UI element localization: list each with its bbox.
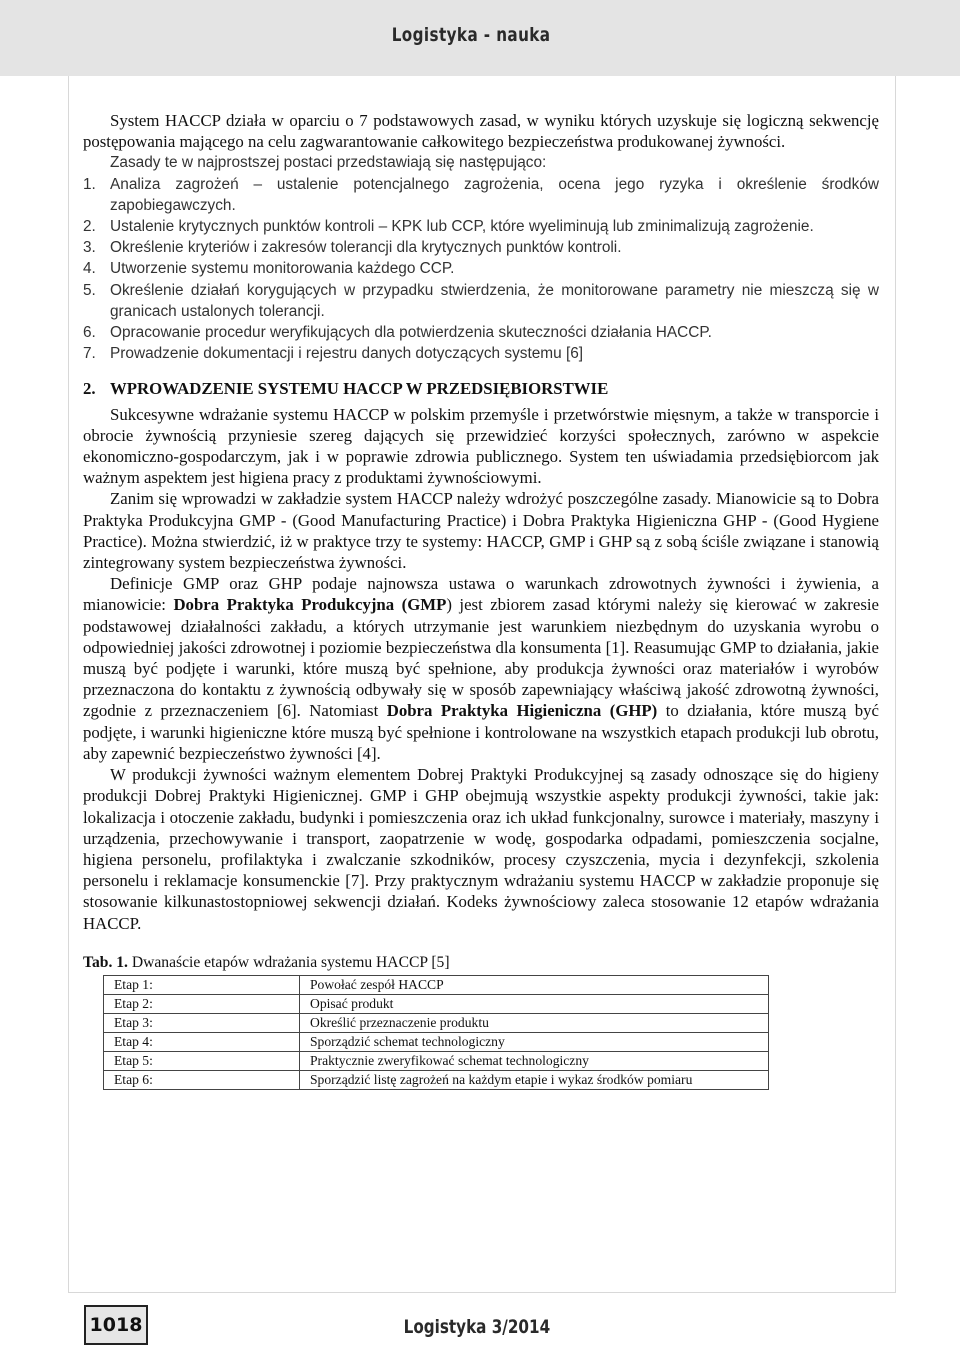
stage-label: Etap 6:: [104, 1070, 300, 1089]
principle-number: 2.: [83, 218, 96, 236]
principle-number: 5.: [83, 281, 96, 299]
principle-number: 1.: [83, 175, 96, 193]
ghp-term: Dobra Praktyka Higieniczna (GHP): [386, 701, 658, 721]
page-number: 1018: [84, 1305, 148, 1345]
principle-text: Ustalenie krytycznych punktów kontroli – KPK lub CCP, które wyeliminują lub zminimalizują zagrożenie.: [110, 218, 814, 236]
journal-issue: Logistyka 3/2014: [403, 1316, 550, 1338]
table-caption: [83, 952, 879, 973]
principle-text: Utworzenie systemu monitorowania każdego CCP.: [110, 260, 455, 278]
principle-item: [83, 174, 879, 216]
table-row: [104, 1013, 769, 1032]
stage-description: Sporządzić schemat technologiczny: [300, 1032, 769, 1051]
principle-number: 3.: [83, 239, 96, 257]
p3-part-c: ) jest zbiorem zasad którymi należy się kierować w zakresie podstawowej działalności zakładu, a których utrzymanie jest warunkiem niezbędnym do uzyskania wyrobu o odpowiedniej jakości zdrowotnej i poziomie bezpieczeństwa dla konsumenta [1]. Reasumując GMP to działania, jakie muszą być podjęte i warunki, które muszą być spełnione, aby produkcja żywności oraz materiałów i wyrobów przeznaczona do kontaktu z żywnością odbywały się w sposób zapewniający właściwą jakość zdrowotną żywności, zgodnie z przeznaczeniem [6]. Natomiast: [83, 595, 879, 721]
principle-item: [83, 237, 879, 258]
p3-part-a: Definicje GMP oraz GHP podaje najnowsza ustawa o warunkach zdrowotnych żywności i żywienia, a mianowicie:: [83, 574, 879, 615]
principles-lead: Zasady te w najprostszej postaci przedstawiają się następująco:: [110, 154, 547, 172]
table-caption-text: Dwanaście etapów wdrażania systemu HACCP [5]: [127, 953, 450, 971]
section-title: WPROWADZENIE SYSTEMU HACCP W PRZEDSIĘBIORSTWIE: [110, 379, 609, 399]
gmp-term: Dobra Praktyka Produkcyjna (GMP: [173, 595, 447, 615]
stage-label: Etap 2:: [104, 994, 300, 1013]
stage-description: Określić przeznaczenie produktu: [300, 1013, 769, 1032]
principle-item: [83, 343, 879, 364]
stage-description: Sporządzić listę zagrożeń na każdym etapie i wykaz środków pomiaru: [300, 1070, 769, 1089]
principle-item: [83, 216, 879, 237]
principle-text: Opracowanie procedur weryfikujących dla potwierdzenia skuteczności działania HACCP.: [110, 324, 712, 342]
principle-text: Określenie działań korygujących w przypadku stwierdzenia, że monitorowane parametry nie mieszczą się w granicach ustalonych tolerancji.: [110, 281, 879, 320]
table-row: [104, 975, 769, 994]
section-paragraph-1: Sukcesywne wdrażanie systemu HACCP w polskim przemyśle i przetwórstwie mięsnym, a także w transporcie i obrocie żywnością przyniesie szereg dających się przewidzieć korzyści społecznych, zarówno w aspekcie ekonomiczno-gospodarczym, jak i w poprawie zdrowia publicznego. System ten uświadamia przedsiębiorcom jak ważnym aspektem jest higiena pracy z produktami żywnościowymi.: [83, 404, 879, 488]
table-row: [104, 1051, 769, 1070]
section-heading: [83, 378, 879, 399]
journal-section-title: Logistyka - nauka: [391, 24, 550, 46]
table-row: [104, 1070, 769, 1089]
haccp-stages-table: [103, 975, 769, 1090]
section-paragraph-2: Zanim się wprowadzi w zakładzie system HACCP należy wdrożyć poszczególne zasady. Mianowicie są to Dobra Praktyka Produkcyjna GMP - (Good Manufacturing Practice) i Dobra Praktyka Higieniczna GHP - (Good Hygiene Practice). Można stwierdzić, iż w praktyce trzy te systemy: HACCP, GMP i GHP są z sobą ściśle związane i stanowią zintegrowany system bezpieczeństwa żywności.: [83, 489, 879, 573]
article-body: [83, 110, 879, 1090]
stage-description: Powołać zespół HACCP: [300, 975, 769, 994]
table-row: [104, 994, 769, 1013]
principle-text: Prowadzenie dokumentacji i rejestru danych dotyczących systemu [6]: [110, 345, 584, 363]
principle-item: [83, 258, 879, 279]
stage-label: Etap 5:: [104, 1051, 300, 1070]
stage-description: Praktycznie zweryfikować schemat technologiczny: [300, 1051, 769, 1070]
principle-number: 4.: [83, 260, 96, 278]
principle-number: 7.: [83, 345, 96, 363]
section-paragraph-4: W produkcji żywności ważnym elementem Dobrej Praktyki Produkcyjnej są zasady odnoszące się do higieny produkcji Dobrej Praktyki Higienicznej. GMP i GHP obejmują wszystkie aspekty produkcji żywności, takie jak: lokalizacja i otoczenie zakładu, budynki i pomieszczenia oraz ich układ funkcjonalny, surowce i materiały, maszyny i urządzenia, przechowywanie i transport, zaopatrzenie w wodę, gospodarka odpadami, pomieszczenia socjalne, higiena personelu, profilaktyka i zwalczanie szkodników, procesy czyszczenia, mycia i dezynfekcji, szkolenia personelu i reklamacje konsumenckie [7]. Przy praktycznym wdrażaniu systemu HACCP w zakładzie proponuje się stosowanie kilkunastostopniowej sekwencji działań. Kodeks żywnościowy zaleca stosowanie 12 etapów wdrażania HACCP.: [83, 765, 879, 933]
stage-label: Etap 4:: [104, 1032, 300, 1051]
principle-text: Określenie kryteriów i zakresów tolerancji dla krytycznych punktów kontroli.: [110, 239, 622, 257]
intro-paragraph: System HACCP działa w oparciu o 7 podstawowych zasad, w wyniku których uzyskuje się logiczną sekwencję postępowania mającego na celu zagwarantowanie całkowitego bezpieczeństwa produkowanej żywności.: [83, 111, 879, 152]
table-row: [104, 1032, 769, 1051]
stage-description: Opisać produkt: [300, 994, 769, 1013]
principle-item: [83, 322, 879, 343]
stage-label: Etap 3:: [104, 1013, 300, 1032]
principle-item: [83, 280, 879, 322]
p3-part-d: to działania, które muszą być podjęte, i warunki higieniczne które muszą być spełnione i kontrolowane na wszystkich etapach produkcji lub obrotu, aby zapewnić bezpieczeństwo żywności [4].: [83, 701, 879, 763]
section-paragraph-3: [83, 573, 879, 764]
principles-list: [83, 174, 879, 365]
section-number: 2.: [83, 379, 96, 399]
stage-label: Etap 1:: [104, 975, 300, 994]
principle-number: 6.: [83, 324, 96, 342]
table-caption-label: Tab. 1.: [83, 953, 128, 971]
principle-text: Analiza zagrożeń – ustalenie potencjalnego zagrożenia, ocena jego ryzyka i określenie środków zapobiegawczych.: [110, 175, 879, 214]
